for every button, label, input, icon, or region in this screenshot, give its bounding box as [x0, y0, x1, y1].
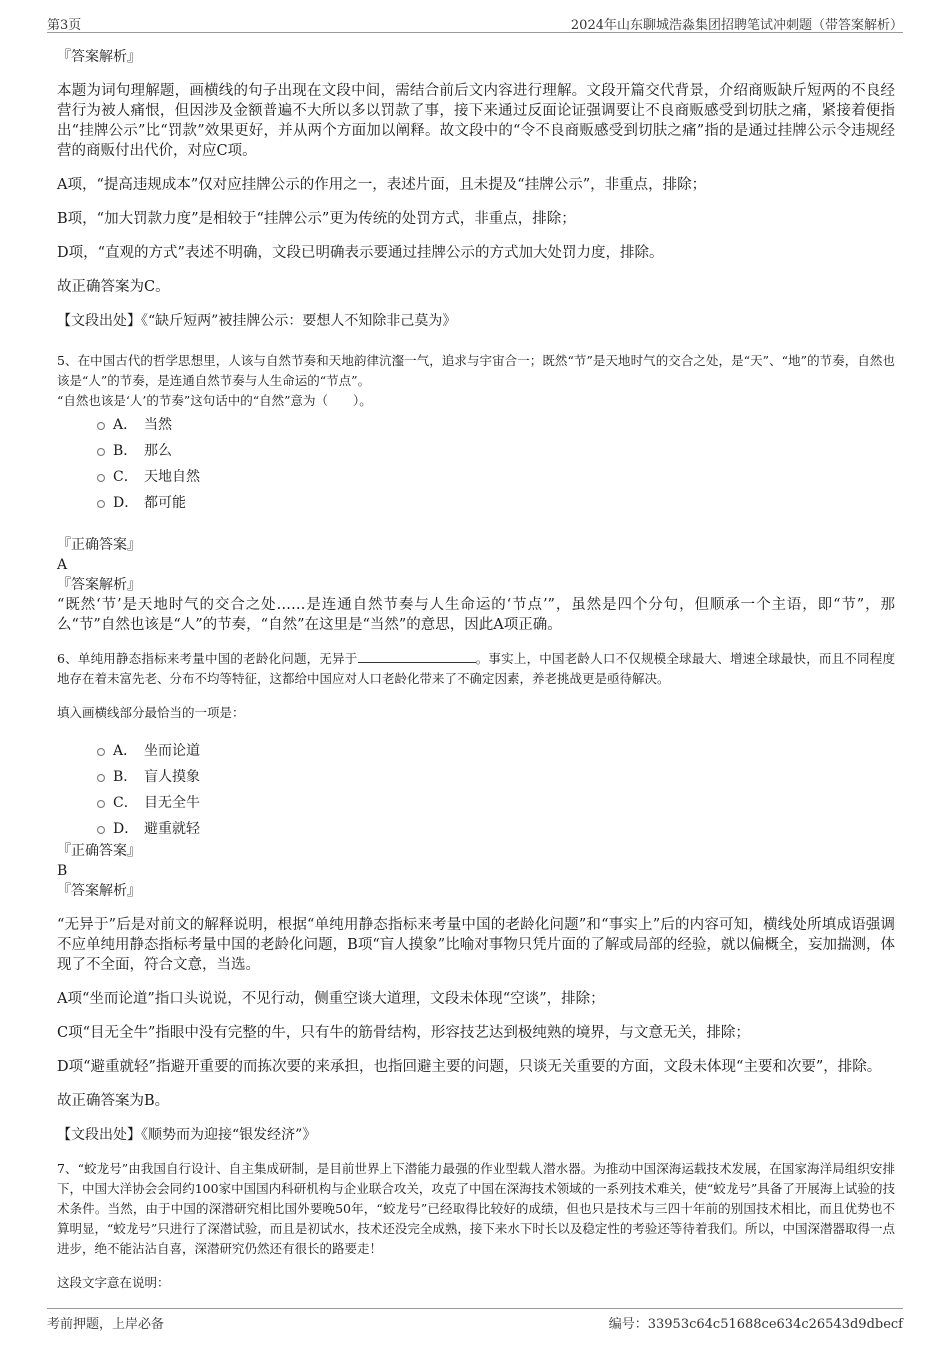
radio-icon[interactable]: [97, 448, 105, 456]
q5-stem: 5、在中国古代的哲学思想里，人该与自然节奏和天地韵律沆瀣一气，追求与宇宙合一；既然“节”是天地时气的交合之处，是“天”、“地”的节奏，自然也该是“人”的节奏，是连通自然节奏与人生命运的“节点”。: [57, 353, 895, 388]
q5-option-d[interactable]: D． 都可能: [97, 489, 895, 515]
q5-answer-label: 『正确答案』: [57, 537, 141, 553]
q6-option-d-analysis: D项“避重就轻”指避开重要的而拣次要的来承担，也指回避主要的问题，只谈无关重要的方面，文段未体现“主要和次要”，排除。: [57, 1059, 882, 1075]
q4-conclusion: 故正确答案为C。: [57, 279, 170, 295]
radio-icon[interactable]: [97, 774, 105, 782]
q4-option-d-analysis: D项，“直观的方式”表述不明确，文段已明确表示要通过挂牌公示的方式加大处罚力度，排除。: [57, 245, 664, 261]
q4-option-b-analysis: B项，“加大罚款力度”是相较于“挂牌公示”更为传统的处罚方式，非重点，排除；: [57, 211, 576, 227]
q4-analysis: 本题为词句理解题，画横线的句子出现在文段中间，需结合前后文内容进行理解。文段开篇交代背景，介绍商贩缺斤短两的不良经营行为被人痛恨，但因涉及金额普遍不大所以多以罚款了事，接下来通过反面论证强调要让不良商贩感受到切肤之痛，紧接着便指出“挂牌公示”比“罚款”效果更好，并从两个方面加以阐释。故文段中的“令不良商贩感受到切肤之痛”指的是通过挂牌公示令违规经营的商贩付出代价，对应C项。: [57, 83, 895, 159]
radio-icon[interactable]: [97, 826, 105, 834]
q7-stem: 7、“蛟龙号”由我国自行设计、自主集成研制，是目前世界上下潜能力最强的作业型载人潜水器。为推动中国深海运载技术发展，在国家海洋局组织安排下，中国大洋协会会同约100家中国国内科研机构与企业联合攻关，攻克了中国在深海技术领域的一系列技术难关，使“蛟龙号”具备了开展海上试验的技术条件。当然，由于中国的深潜研究相比国外要晚50年，“蛟龙号”已经取得比较好的成绩，但也只是技术与三四十年前的别国技术相比，而且优势也不算明显，“蛟龙号”只进行了深潜试验，而且是初试水，技术还没完全成熟，接下来水下时长以及稳定性的考验还等待着我们。所以，中国深潜器取得一点进步，绝不能沾沾自喜，深潜研究仍然还有很长的路要走！: [57, 1161, 895, 1256]
radio-icon[interactable]: [97, 422, 105, 430]
document-id: 编号：33953c64c51688ce634c26543d9dbecf: [608, 1317, 903, 1332]
q5-options: [97, 411, 895, 515]
q4-option-a-analysis: A项，“提高违规成本”仅对应挂牌公示的作用之一，表述片面，且未提及“挂牌公示”，非重点，排除；: [57, 177, 707, 193]
q6-analysis: “无异于”后是对前文的解释说明，根据“单纯用静态指标来考量中国的老龄化问题”和“事实上”后的内容可知，横线处所填成语强调不应单纯用静态指标考量中国的老龄化问题，B项“盲人摸象”比喻对事物只凭片面的了解或局部的经验，就以偏概全，妄加揣测，体现了不全面，符合文意，当选。: [57, 917, 895, 973]
q6-options: [97, 737, 895, 841]
q5-option-a[interactable]: A． 当然: [97, 411, 895, 437]
document-title: 2024年山东聊城浩淼集团招聘笔试冲刺题（带答案解析）: [570, 18, 903, 33]
q5-option-c[interactable]: C． 天地自然: [97, 463, 895, 489]
q6-conclusion: 故正确答案为B。: [57, 1093, 170, 1109]
q6-answer: B: [57, 863, 68, 879]
q5-analysis-label: 『答案解析』: [57, 577, 141, 593]
radio-icon[interactable]: [97, 800, 105, 808]
q6-analysis-label: 『答案解析』: [57, 883, 141, 899]
q6-option-a-analysis: A项“坐而论道”指口头说说，不见行动，侧重空谈大道理，文段未体现“空谈”，排除；: [57, 991, 605, 1007]
q4-analysis-label: 『答案解析』: [57, 49, 141, 65]
footer-divider: [47, 1308, 903, 1309]
q6-option-c-analysis: C项“目无全牛”指眼中没有完整的牛，只有牛的筋骨结构，形容技艺达到极纯熟的境界，与文意无关，排除；: [57, 1025, 750, 1041]
q4-source: 【文段出处】《“缺斤短两”被挂牌公示：要想人不知除非己莫为》: [57, 313, 457, 329]
page-header: [47, 12, 903, 32]
footer-slogan: 考前押题，上岸必备: [47, 1317, 165, 1332]
q6-answer-label: 『正确答案』: [57, 843, 141, 859]
q6-option-d[interactable]: D． 避重就轻: [97, 815, 895, 841]
page-footer: [47, 1311, 903, 1331]
q5-analysis: “既然‘节’是天地时气的交合之处……是连通自然节奏与人生命运的‘节点’”，虽然是四个分句，但顺承一个主语，即“节”，那么“节”自然也该是“人”的节奏，“自然”在这里是“当然”的意思，因此A项正确。: [57, 597, 895, 633]
q5-question: “自然也该是‘人’的节奏”这句话中的“自然”意为（ ）。: [57, 393, 372, 408]
q6-source: 【文段出处】《顺势而为迎接“银发经济”》: [57, 1127, 317, 1143]
page-number: 第3页: [47, 18, 82, 33]
header-divider: [47, 32, 903, 33]
q6-option-a[interactable]: A． 坐而论道: [97, 737, 895, 763]
q5-answer: A: [57, 557, 68, 573]
q6-option-b[interactable]: B． 盲人摸象: [97, 763, 895, 789]
radio-icon[interactable]: [97, 474, 105, 482]
q6-stem: 6、单纯用静态指标来考量中国的老龄化问题，无异于 。事实上，中国老龄人口不仅规模全球最大、增速全球最快，而且不同程度地存在着未富先老、分布不均等特征，这都给中国应对人口老龄化带来了不确定因素，养老挑战更是亟待解决。: [57, 651, 895, 686]
q5-option-b[interactable]: B． 那么: [97, 437, 895, 463]
fill-blank: [358, 650, 476, 663]
q6-option-c[interactable]: C． 目无全牛: [97, 789, 895, 815]
radio-icon[interactable]: [97, 748, 105, 756]
radio-icon[interactable]: [97, 500, 105, 508]
q7-question: 这段文字意在说明：: [57, 1275, 170, 1290]
q6-question: 填入画横线部分最恰当的一项是：: [57, 705, 245, 720]
content: [57, 47, 895, 1293]
